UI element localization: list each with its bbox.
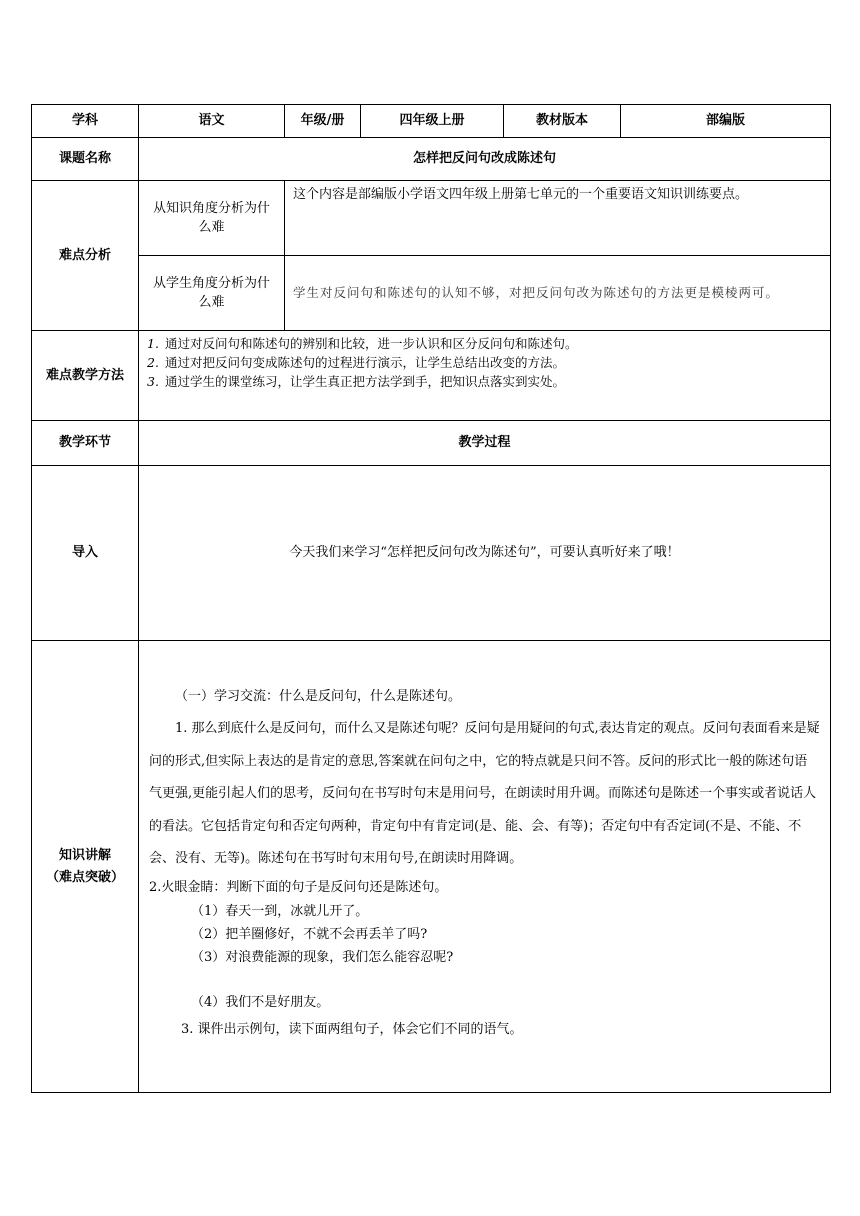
knowledge-item-3: 3. 课件出示例句，读下面两组句子，体会它们不同的语气。 (181, 1021, 523, 1037)
exercise-sentence: （4）我们不是好朋友。 (191, 994, 330, 1010)
grade-value: 四年级上册 (361, 105, 504, 138)
lesson-title-row (32, 138, 831, 181)
intro-text: 今天我们来学习“怎样把反问句改为陈述句”，可要认真听好来了哦！ (139, 466, 831, 641)
method-number: 1. (147, 336, 159, 351)
subject-label: 学科 (32, 105, 139, 138)
edition-value: 部编版 (621, 105, 831, 138)
edition-label: 教材版本 (504, 105, 621, 138)
knowledge-heading: （一）学习交流：什么是反问句，什么是陈述句。 (175, 689, 462, 704)
exercise-title: 2.火眼金睛：判断下面的句子是反问句还是陈述句。 (149, 879, 448, 895)
process-label: 教学过程 (139, 421, 831, 466)
lesson-label: 课题名称 (32, 138, 139, 181)
knowledge-content (139, 641, 831, 1093)
knowledge-angle-text: 这个内容是部编版小学语文四年级上册第七单元的一个重要语文知识训练要点。 (285, 181, 831, 256)
step-label: 教学环节 (32, 421, 139, 466)
knowledge-sublabel: （难点突破） (45, 869, 124, 885)
knowledge-label: 知识讲解 (58, 847, 111, 863)
knowledge-label-cell (32, 641, 139, 1093)
exercise-sentence: （3）对浪费能源的现象，我们怎么能容忍呢? (191, 949, 454, 965)
method-text: 通过学生的课堂练习，让学生真正把方法学到手，把知识点落实到实处。 (165, 374, 566, 389)
exercise-sentence: （1）春天一到，冰就儿开了。 (191, 903, 369, 919)
methods-list-cell (139, 331, 831, 421)
intro-row (32, 466, 831, 641)
difficulty-student-row (32, 256, 831, 331)
knowledge-row (32, 641, 831, 1093)
method-text: 通过对反问句和陈述句的辨别和比较，进一步认识和区分反问句和陈述句。 (165, 336, 578, 351)
lesson-title: 怎样把反问句改成陈述句 (139, 138, 831, 181)
knowledge-paragraph: 1. 那么到底什么是反问句，而什么又是陈述句呢？反问句是用疑问的句式,表达肯定的观点。反问句表面看来是疑问的形式,但实际上表达的是肯定的意思,答案就在问句之中，它的特点就是只问不答。反问的形式比一般的陈述句语气更强,更能引起人们的思考，反问句在书写时句末是用问号，在朗读时用升调。而陈述句是陈述一个事实或者说话人的看法。它包括肯定句和否定句两种，肯定句中有肯定词(是、能、会、有等)；否定句中有否定词(不是、不能、不会、没有、无等)。陈述句在书写时句末用句号,在朗读时用降调。 (149, 721, 820, 866)
process-header-row (32, 421, 831, 466)
student-angle-text: 学生对反问句和陈述句的认知不够，对把反问句改为陈述句的方法更是模棱两可。 (285, 256, 831, 331)
methods-list (147, 334, 822, 391)
student-angle-label: 从学生角度分析为什么难 (139, 256, 285, 331)
difficulty-label: 难点分析 (32, 181, 139, 331)
methods-label: 难点教学方法 (32, 331, 139, 421)
method-item (147, 334, 822, 353)
method-item (147, 372, 822, 391)
grade-label: 年级/册 (285, 105, 361, 138)
subject-value: 语文 (139, 105, 285, 138)
difficulty-knowledge-row (32, 181, 831, 256)
exercise-sentence: （2）把羊圈修好，不就不会再丢羊了吗? (191, 926, 428, 942)
knowledge-angle-label: 从知识角度分析为什么难 (139, 181, 285, 256)
method-text: 通过对把反问句变成陈述句的过程进行演示，让学生总结出改变的方法。 (165, 355, 566, 370)
method-item (147, 353, 822, 372)
lesson-plan-table (31, 104, 831, 1093)
header-row (32, 105, 831, 138)
method-number: 3. (147, 374, 159, 389)
methods-row (32, 331, 831, 421)
method-number: 2. (147, 355, 159, 370)
intro-label: 导入 (32, 466, 139, 641)
